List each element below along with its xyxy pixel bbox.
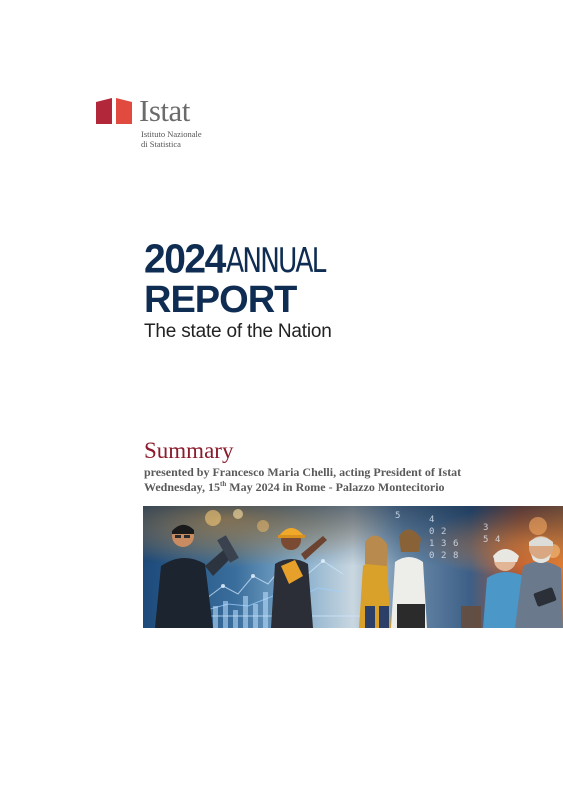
summary-heading: Summary — [144, 438, 234, 463]
event-date-suffix: th — [220, 480, 227, 488]
logo-wordmark: Istat — [139, 93, 190, 128]
logo-subtitle — [141, 129, 202, 149]
banner-digit: 1 — [429, 539, 435, 549]
banner-digit: 4 — [429, 515, 435, 525]
banner-digit: 8 — [453, 551, 459, 561]
presenter-line: presented by Francesco Maria Chelli, acting President of Istat — [144, 465, 462, 479]
report-word: REPORT — [144, 279, 297, 321]
banner-digit: 4 — [495, 535, 501, 545]
report-subtitle: The state of the Nation — [144, 321, 332, 342]
event-date-line — [144, 480, 445, 495]
report-annual: ANNUAL — [225, 241, 325, 281]
cover-banner-image — [143, 506, 563, 628]
banner-digit: 2 — [441, 551, 447, 561]
banner-digit: 3 — [483, 523, 489, 533]
logo-subtitle-line2: di Statistica — [141, 139, 181, 149]
banner-digit: 5 — [483, 535, 489, 545]
banner-digit: 0 — [429, 551, 435, 561]
banner-digit: 0 — [429, 527, 435, 537]
banner-digit: 5 — [395, 511, 401, 521]
logo-subtitle-line1: Istituto Nazionale — [141, 129, 202, 139]
report-year: 2024 — [144, 236, 225, 283]
banner-collage — [143, 506, 563, 628]
report-title-block — [144, 236, 352, 342]
istat-logo-mark-icon — [94, 97, 136, 125]
event-date-prefix: Wednesday, 15 — [144, 480, 221, 494]
event-date-rest: May 2024 in Rome - Palazzo Montecitorio — [226, 480, 445, 494]
banner-digit: 3 — [441, 539, 447, 549]
banner-digit: 6 — [453, 539, 459, 549]
banner-digit: 2 — [441, 527, 447, 537]
report-title-line1 — [144, 236, 352, 283]
